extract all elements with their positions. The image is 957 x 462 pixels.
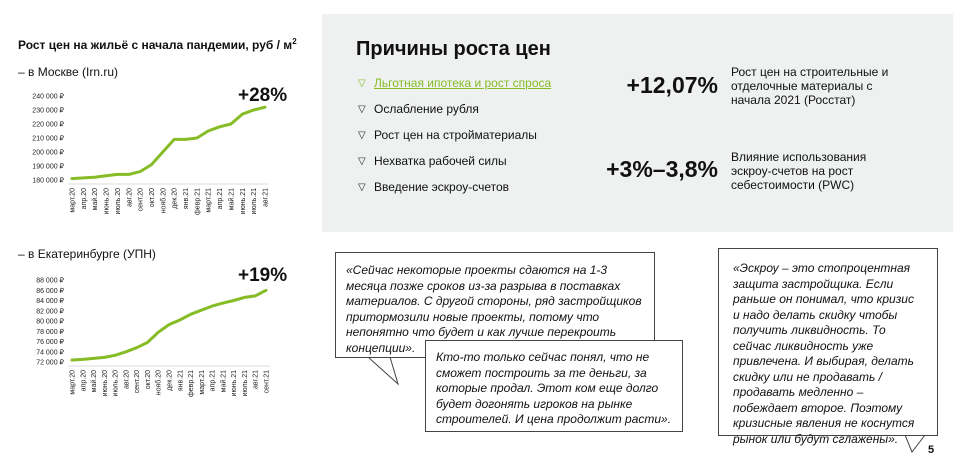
x-tick-label: сент.21 (263, 370, 271, 394)
x-tick-label: апр.20 (80, 370, 88, 392)
x-tick-label: авг.20 (126, 188, 134, 208)
escrow-impact-value: +3%–3,8% (606, 156, 718, 182)
reason-item (358, 96, 608, 122)
ekb-price-chart (0, 270, 300, 402)
x-tick-label: авг.21 (252, 370, 260, 390)
x-tick-label: апр.21 (209, 370, 217, 392)
x-tick-label: май.21 (228, 188, 236, 211)
y-tick-label: 230 000 ₽ (32, 107, 64, 115)
y-tick-label: 72 000 ₽ (36, 359, 64, 367)
x-tick-label: сент.20 (137, 188, 145, 212)
housing-price-title: Рост цен на жильё с начала пандемии, руб / $м^2$ (18, 37, 297, 52)
reasons-list (358, 70, 608, 200)
quote-text: Кто-то только сейчас понял, что не сможет построить за те деньги, за которые продал. Этот ком еще долго будет догонять игроков на рынке строителей. И цена продолжит расти». (436, 350, 672, 426)
x-tick-label: июнь.21 (231, 370, 239, 397)
x-tick-label: окт.20 (144, 370, 152, 390)
x-tick-label: июль.20 (114, 188, 122, 215)
y-tick-label: 86 000 ₽ (36, 287, 64, 295)
x-tick-label: апр.20 (80, 188, 88, 210)
reason-label: Ослабление рубля (374, 102, 479, 116)
price-series-line (72, 290, 266, 360)
x-tick-label: нояб.20 (155, 370, 163, 396)
x-tick-label: май.21 (220, 370, 228, 393)
x-tick-label: сент.20 (134, 370, 142, 394)
moscow-price-chart (0, 88, 300, 223)
x-tick-label: май.20 (92, 188, 100, 211)
x-tick-label: июнь.20 (101, 370, 109, 397)
reasons-title: Причины роста цен (356, 38, 551, 60)
y-tick-label: 78 000 ₽ (36, 328, 64, 336)
x-tick-label: июль.20 (112, 370, 120, 397)
y-tick-label: 240 000 ₽ (32, 93, 64, 101)
x-tick-label: февр.21 (194, 188, 202, 215)
x-tick-label: март.21 (198, 370, 206, 395)
y-tick-label: 80 000 ₽ (36, 318, 64, 326)
x-tick-label: авг.21 (262, 188, 270, 208)
y-tick-label: 74 000 ₽ (36, 349, 64, 357)
triangle-down-icon: ▽ (358, 181, 366, 193)
y-tick-label: 200 000 ₽ (32, 149, 64, 157)
x-tick-label: апр.21 (217, 188, 225, 210)
y-tick-label: 88 000 ₽ (36, 277, 64, 285)
bubble-tail (905, 435, 925, 452)
x-tick-label: июль.21 (241, 370, 249, 397)
quote-bubble-3 (718, 248, 938, 446)
escrow-impact-text: Влияние использования эскроу-счетов на рост себестоимости (PWC) (731, 150, 867, 192)
x-tick-label: март.20 (69, 188, 77, 213)
x-tick-label: март.20 (69, 370, 77, 395)
y-tick-label: 84 000 ₽ (36, 298, 64, 305)
x-tick-label: дек.20 (171, 188, 179, 209)
x-tick-label: дек.20 (166, 370, 174, 391)
y-tick-label: 190 000 ₽ (32, 163, 64, 171)
x-tick-label: март.21 (205, 188, 213, 213)
reason-item (358, 122, 608, 148)
triangle-down-icon: ▽ (358, 155, 366, 167)
x-tick-label: май.20 (91, 370, 99, 393)
triangle-down-icon: ▽ (358, 77, 366, 89)
y-tick-label: 180 000 ₽ (32, 177, 64, 185)
x-tick-label: июль.21 (251, 188, 259, 215)
reason-item (358, 174, 608, 200)
x-tick-label: авг.20 (123, 370, 131, 390)
quote-bubble-2 (425, 340, 683, 432)
y-tick-label: 220 000 ₽ (32, 121, 64, 129)
x-tick-label: июнь.21 (239, 188, 247, 215)
price-series-line (72, 107, 265, 178)
x-tick-label: окт.20 (148, 188, 156, 208)
x-tick-label: янв.21 (183, 188, 191, 210)
reason-label: Нехватка рабочей силы (374, 154, 507, 168)
reason-label: Льготная ипотека и рост спроса (374, 76, 552, 90)
ekb-label: – в Екатеринбурге (УПН) (18, 247, 156, 261)
x-tick-label: февр.21 (188, 370, 196, 397)
y-tick-label: 76 000 ₽ (36, 339, 64, 346)
materials-growth-value: +12,07% (626, 72, 718, 98)
x-tick-label: нояб.20 (160, 188, 168, 214)
bubble-tail (368, 357, 398, 384)
moscow-label: – в Москве (Irn.ru) (18, 65, 119, 79)
quote-text: «Эскроу – это стопроцентная защита застройщика. Если раньше он понимал, что кризис и надо делать скидку чтобы получить ликвидность. То сейчас ликвидность уже привлечена. И выбирая, делать скидку или не продавать / продавать медленно – побеждает второе. Поэтому кризисные явления не коснутся рынок или будут сглажены». (733, 261, 915, 446)
triangle-down-icon: ▽ (358, 129, 366, 141)
page-number: 5 (928, 444, 935, 456)
reason-item[interactable] (358, 70, 608, 96)
ekb-change: +19% (238, 265, 288, 286)
y-tick-label: 82 000 ₽ (36, 308, 64, 316)
y-tick-label: 210 000 ₽ (32, 135, 64, 143)
reason-label: Введение эскроу-счетов (374, 180, 510, 194)
x-tick-label: июнь.20 (103, 188, 111, 215)
x-tick-label: янв.21 (177, 370, 185, 392)
quote-text: «Сейчас некоторые проекты сдаются на 1-3 месяца позже сроков из-за разрыва в поставках материалов. С другой стороны, ряд застройщиков притормозили новые проекты, потому что непонятно что будет и как лучше перекроить концепции». (346, 263, 642, 355)
reason-label: Рост цен на стройматериалы (374, 128, 537, 142)
materials-growth-text: Рост цен на строительные и отделочные материалы с начала 2021 (Росстат) (731, 65, 889, 107)
reason-item (358, 148, 608, 174)
triangle-down-icon: ▽ (358, 103, 366, 115)
moscow-change: +28% (238, 85, 288, 106)
